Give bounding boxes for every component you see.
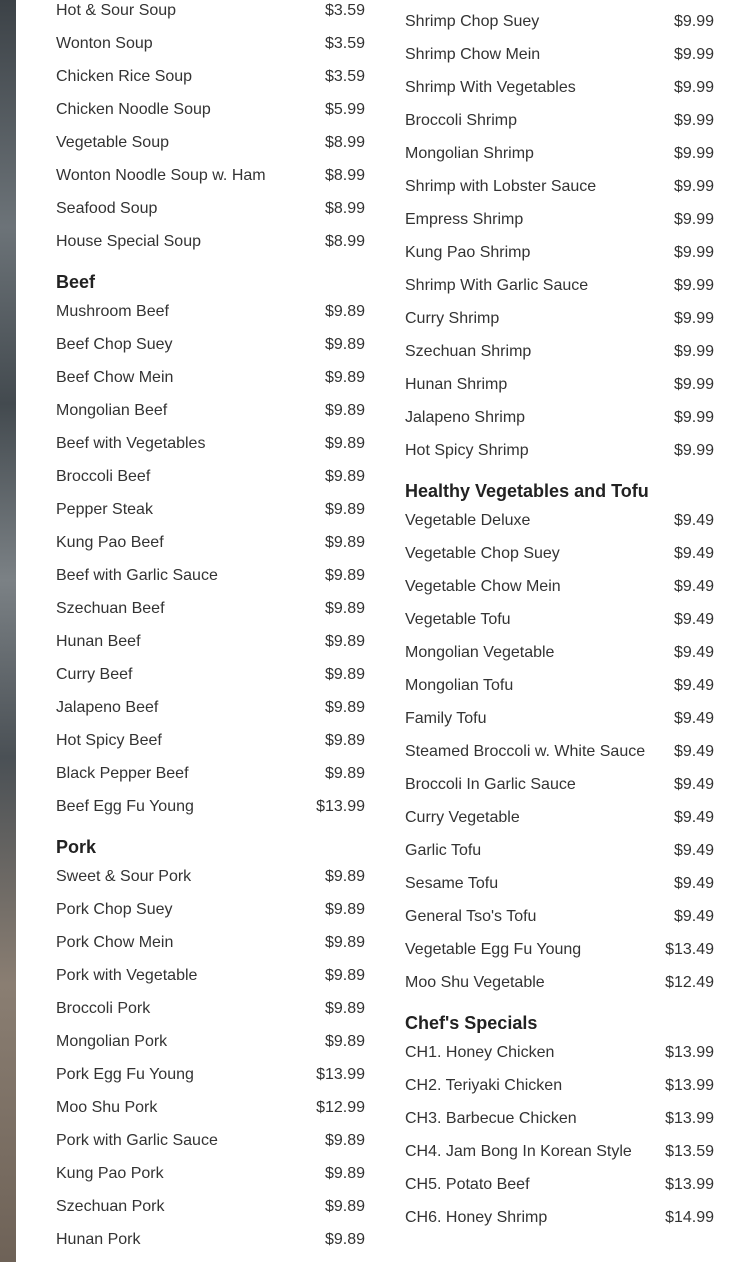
- menu-item-price: $9.49: [673, 874, 714, 892]
- menu-item-price: $8.99: [324, 166, 365, 184]
- menu-item: [405, 401, 714, 434]
- menu-item-price: $9.89: [324, 999, 365, 1017]
- menu-item-price: $13.99: [665, 1109, 714, 1127]
- menu-column-left: [56, 0, 365, 1256]
- menu-item-price: $9.89: [324, 698, 365, 716]
- menu-item-name: Beef with Vegetables: [56, 434, 206, 452]
- menu-item-name: Mongolian Beef: [56, 401, 168, 419]
- menu-item-price: $9.89: [324, 335, 365, 353]
- menu-item: [56, 1190, 365, 1223]
- menu-item-name: Wonton Soup: [56, 34, 153, 52]
- menu-item-name: Shrimp With Vegetables: [405, 78, 576, 96]
- menu-item-name: Vegetable Deluxe: [405, 511, 531, 529]
- menu-item-price: $9.99: [673, 78, 714, 96]
- menu-item-name: Pork with Garlic Sauce: [56, 1131, 218, 1149]
- menu-item-name: Szechuan Pork: [56, 1197, 165, 1215]
- menu-item: [405, 104, 714, 137]
- menu-item-price: $14.99: [665, 1208, 714, 1226]
- menu-item: [405, 302, 714, 335]
- menu-item-name: Beef Chop Suey: [56, 335, 173, 353]
- menu-item: [56, 959, 365, 992]
- menu-item-name: Curry Vegetable: [405, 808, 520, 826]
- menu-item-price: $9.89: [324, 1032, 365, 1050]
- menu-item-price: $12.49: [665, 973, 714, 991]
- menu-item: [56, 225, 365, 258]
- menu-item: [405, 170, 714, 203]
- menu-item-name: Mushroom Beef: [56, 302, 169, 320]
- menu-item-name: Moo Shu Pork: [56, 1098, 158, 1116]
- menu-item-price: $9.99: [673, 45, 714, 63]
- menu-item: [56, 192, 365, 225]
- menu-item-name: Empress Shrimp: [405, 210, 524, 228]
- menu-item-name: Hunan Beef: [56, 632, 141, 650]
- menu-item-name: Kung Pao Pork: [56, 1164, 164, 1182]
- menu-item-name: CH3. Barbecue Chicken: [405, 1109, 577, 1127]
- menu-item-name: Kung Pao Beef: [56, 533, 164, 551]
- menu-item-price: $9.89: [324, 933, 365, 951]
- menu-item-name: Hunan Shrimp: [405, 375, 508, 393]
- menu-item-name: Vegetable Tofu: [405, 610, 511, 628]
- section-title-pork: Pork: [56, 837, 97, 857]
- background-photo: [0, 0, 16, 1262]
- menu-item: [405, 1036, 714, 1069]
- menu-item-name: General Tso's Tofu: [405, 907, 537, 925]
- menu-item-price: $9.89: [324, 302, 365, 320]
- menu-item-name: Curry Shrimp: [405, 309, 500, 327]
- menu-item-price: $9.99: [673, 276, 714, 294]
- menu-item: [405, 137, 714, 170]
- menu-item-price: $9.49: [673, 742, 714, 760]
- menu-item-name: Szechuan Shrimp: [405, 342, 532, 360]
- menu-item-price: $9.89: [324, 467, 365, 485]
- menu-item-name: Moo Shu Vegetable: [405, 973, 545, 991]
- menu-item: [405, 570, 714, 603]
- menu-item-price: $9.89: [324, 500, 365, 518]
- menu-item: [56, 790, 365, 823]
- menu-item-price: $9.99: [673, 111, 714, 129]
- menu-item-price: $13.99: [665, 1076, 714, 1094]
- menu-item-name: Hunan Pork: [56, 1230, 141, 1248]
- menu-item-price: $9.89: [324, 731, 365, 749]
- menu-item: [405, 335, 714, 368]
- menu-item-price: $13.59: [665, 1142, 714, 1160]
- menu-item-name: Mongolian Tofu: [405, 676, 514, 694]
- menu-item: [56, 691, 365, 724]
- menu-item: [56, 1124, 365, 1157]
- menu-item-name: Steamed Broccoli w. White Sauce: [405, 742, 646, 760]
- menu-item-name: Wonton Noodle Soup w. Ham: [56, 166, 266, 184]
- menu-item-name: CH4. Jam Bong In Korean Style: [405, 1142, 632, 1160]
- menu-item-price: $9.89: [324, 401, 365, 419]
- menu-item-name: Mongolian Vegetable: [405, 643, 555, 661]
- menu-item-price: $13.49: [665, 940, 714, 958]
- menu-item: [405, 368, 714, 401]
- menu-item-name: Beef with Garlic Sauce: [56, 566, 218, 584]
- menu-item: [56, 625, 365, 658]
- menu-item-name: Beef Egg Fu Young: [56, 797, 194, 815]
- menu-item-name: Shrimp with Lobster Sauce: [405, 177, 597, 195]
- menu-item: [56, 27, 365, 60]
- menu-item: [405, 834, 714, 867]
- menu-item: [56, 893, 365, 926]
- menu-item-price: $9.49: [673, 841, 714, 859]
- menu-item-price: $3.59: [324, 34, 365, 52]
- menu-item-name: Sesame Tofu: [405, 874, 499, 892]
- menu-item-name: Hot Spicy Beef: [56, 731, 162, 749]
- menu-item-price: $9.49: [673, 775, 714, 793]
- menu-item-name: Broccoli In Garlic Sauce: [405, 775, 576, 793]
- menu-item-price: $9.99: [673, 375, 714, 393]
- menu-item: [405, 636, 714, 669]
- menu-panel: [16, 0, 750, 1262]
- menu-item-price: $9.99: [673, 144, 714, 162]
- menu-item-price: $9.89: [324, 1230, 365, 1248]
- menu-item: [405, 801, 714, 834]
- menu-item: [405, 434, 714, 467]
- menu-item: [405, 537, 714, 570]
- menu-item-price: $9.99: [673, 210, 714, 228]
- menu-item-name: Pepper Steak: [56, 500, 153, 518]
- menu-item-price: $9.99: [673, 342, 714, 360]
- menu-item: [56, 860, 365, 893]
- menu-item-price: $3.59: [324, 1, 365, 19]
- menu-item: [405, 504, 714, 537]
- menu-item-name: Broccoli Pork: [56, 999, 151, 1017]
- menu-item-price: $9.89: [324, 1131, 365, 1149]
- menu-item: [56, 526, 365, 559]
- menu-item: [56, 757, 365, 790]
- menu-item: [56, 493, 365, 526]
- menu-item-price: $13.99: [316, 797, 365, 815]
- menu-item: [405, 867, 714, 900]
- menu-item-name: Hot Spicy Shrimp: [405, 441, 529, 459]
- menu-item-price: $9.49: [673, 709, 714, 727]
- menu-item-name: CH6. Honey Shrimp: [405, 1208, 548, 1226]
- menu-item: [56, 361, 365, 394]
- menu-item-name: Shrimp With Garlic Sauce: [405, 276, 589, 294]
- menu-item-name: Pork Chop Suey: [56, 900, 173, 918]
- menu-item-price: $9.89: [324, 764, 365, 782]
- menu-item: [56, 1223, 365, 1256]
- menu-item-name: Garlic Tofu: [405, 841, 482, 859]
- menu-item: [405, 236, 714, 269]
- menu-item: [405, 1201, 714, 1234]
- menu-item-price: $12.99: [316, 1098, 365, 1116]
- menu-item-name: Jalapeno Beef: [56, 698, 159, 716]
- menu-item-price: $9.89: [324, 665, 365, 683]
- menu-item-name: Curry Beef: [56, 665, 133, 683]
- menu-item: [56, 394, 365, 427]
- menu-item-price: $9.49: [673, 511, 714, 529]
- menu-item-price: $9.89: [324, 434, 365, 452]
- menu-item-name: CH5. Potato Beef: [405, 1175, 530, 1193]
- menu-item-price: $9.49: [673, 676, 714, 694]
- menu-item-price: $9.89: [324, 900, 365, 918]
- menu-item-price: $9.89: [324, 966, 365, 984]
- menu-item-price: $9.89: [324, 632, 365, 650]
- menu-item-price: $9.49: [673, 808, 714, 826]
- menu-item-name: Shrimp Chow Mein: [405, 45, 541, 63]
- menu-item-name: Pork Egg Fu Young: [56, 1065, 194, 1083]
- menu-item: [405, 900, 714, 933]
- menu-item-price: $9.89: [324, 1164, 365, 1182]
- menu-item-name: Family Tofu: [405, 709, 487, 727]
- menu-item-price: $9.49: [673, 544, 714, 562]
- section-title-chef-s-specials: Chef's Specials: [405, 1013, 538, 1033]
- menu-item-price: $9.89: [324, 533, 365, 551]
- menu-item: [56, 0, 365, 27]
- menu-column-right: [405, 5, 714, 1234]
- menu-item: [405, 1135, 714, 1168]
- menu-item-price: $9.99: [673, 12, 714, 30]
- menu-item: [56, 460, 365, 493]
- menu-item-price: $9.89: [324, 1197, 365, 1215]
- menu-item-name: Kung Pao Shrimp: [405, 243, 531, 261]
- menu-item: [56, 1157, 365, 1190]
- menu-item-price: $9.89: [324, 867, 365, 885]
- menu-item: [405, 5, 714, 38]
- menu-item: [405, 1069, 714, 1102]
- menu-item: [56, 427, 365, 460]
- menu-item-name: Beef Chow Mein: [56, 368, 174, 386]
- menu-item: [405, 966, 714, 999]
- menu-item-name: Broccoli Shrimp: [405, 111, 518, 129]
- menu-item: [56, 1091, 365, 1124]
- menu-item: [56, 60, 365, 93]
- menu-item: [405, 269, 714, 302]
- menu-item-name: CH1. Honey Chicken: [405, 1043, 555, 1061]
- menu-item-price: $9.89: [324, 599, 365, 617]
- menu-item-name: Pork with Vegetable: [56, 966, 198, 984]
- menu-item: [56, 1025, 365, 1058]
- menu-item-price: $9.89: [324, 566, 365, 584]
- menu-item-name: Sweet & Sour Pork: [56, 867, 192, 885]
- menu-item-price: $8.99: [324, 232, 365, 250]
- menu-item-name: Chicken Rice Soup: [56, 67, 193, 85]
- menu-item-name: Seafood Soup: [56, 199, 158, 217]
- menu-item: [56, 126, 365, 159]
- menu-item: [405, 203, 714, 236]
- section-title-beef: Beef: [56, 272, 96, 292]
- menu-item-name: Vegetable Soup: [56, 133, 169, 151]
- menu-item: [405, 38, 714, 71]
- menu-item-price: $8.99: [324, 133, 365, 151]
- menu-item-name: Hot & Sour Soup: [56, 1, 177, 19]
- menu-item-price: $3.59: [324, 67, 365, 85]
- menu-item-name: Vegetable Egg Fu Young: [405, 940, 582, 958]
- section-title-healthy-vegetables-and-tofu: Healthy Vegetables and Tofu: [405, 481, 649, 501]
- menu-item-name: Chicken Noodle Soup: [56, 100, 211, 118]
- menu-item-name: Pork Chow Mein: [56, 933, 174, 951]
- menu-item-price: $9.99: [673, 177, 714, 195]
- menu-item-name: Broccoli Beef: [56, 467, 151, 485]
- menu-item-price: $8.99: [324, 199, 365, 217]
- menu-item: [56, 1058, 365, 1091]
- menu-item-name: Szechuan Beef: [56, 599, 165, 617]
- menu-item-price: $9.89: [324, 368, 365, 386]
- menu-item: [56, 559, 365, 592]
- menu-item: [56, 295, 365, 328]
- menu-item-name: Jalapeno Shrimp: [405, 408, 526, 426]
- menu-item-name: CH2. Teriyaki Chicken: [405, 1076, 563, 1094]
- menu-item: [405, 933, 714, 966]
- menu-item: [56, 93, 365, 126]
- menu-item: [56, 159, 365, 192]
- menu-item: [405, 1168, 714, 1201]
- menu-item: [405, 1102, 714, 1135]
- menu-item-price: $9.99: [673, 441, 714, 459]
- menu-item-price: $9.99: [673, 408, 714, 426]
- menu-item: [56, 992, 365, 1025]
- menu-item: [405, 768, 714, 801]
- menu-item: [405, 603, 714, 636]
- menu-item-price: $9.49: [673, 610, 714, 628]
- menu-item-price: $13.99: [665, 1175, 714, 1193]
- menu-item: [405, 735, 714, 768]
- menu-item-price: $9.49: [673, 907, 714, 925]
- menu-item-price: $5.99: [324, 100, 365, 118]
- menu-item: [56, 658, 365, 691]
- menu-item-price: $9.49: [673, 643, 714, 661]
- menu-item-price: $13.99: [316, 1065, 365, 1083]
- menu-item-name: Vegetable Chow Mein: [405, 577, 561, 595]
- menu-item-price: $9.99: [673, 309, 714, 327]
- menu-item-price: $13.99: [665, 1043, 714, 1061]
- menu-item-name: Mongolian Pork: [56, 1032, 168, 1050]
- menu-item-name: House Special Soup: [56, 232, 201, 250]
- menu-item-price: $9.99: [673, 243, 714, 261]
- menu-item: [405, 669, 714, 702]
- menu-item: [405, 702, 714, 735]
- menu-item: [56, 592, 365, 625]
- menu-item-name: Mongolian Shrimp: [405, 144, 534, 162]
- menu-item-name: Vegetable Chop Suey: [405, 544, 560, 562]
- menu-item: [56, 328, 365, 361]
- menu-item: [405, 71, 714, 104]
- menu-item-name: Shrimp Chop Suey: [405, 12, 540, 30]
- menu-item: [56, 926, 365, 959]
- menu-item-price: $9.49: [673, 577, 714, 595]
- menu-item: [56, 724, 365, 757]
- menu-item-name: Black Pepper Beef: [56, 764, 189, 782]
